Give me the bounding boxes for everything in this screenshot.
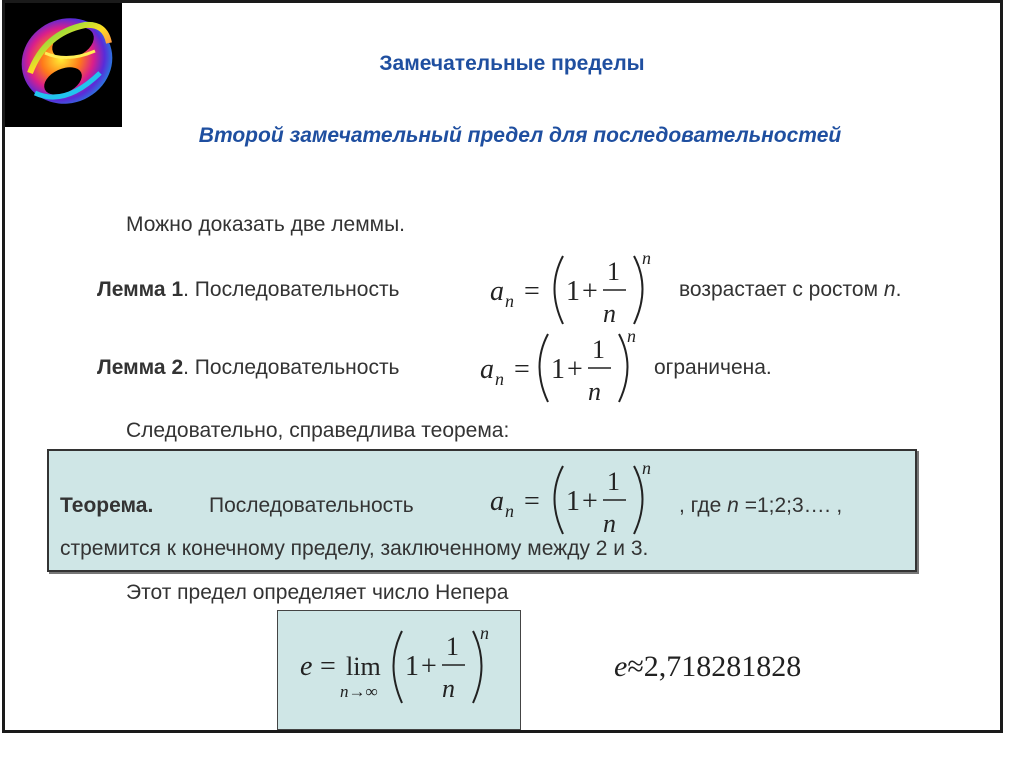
approx-value: 2,718281828	[643, 650, 802, 683]
lemma1-conclusion	[679, 278, 901, 302]
formula-left-paren	[555, 256, 564, 324]
formula-left-paren	[555, 466, 564, 534]
formula-denominator: n	[603, 299, 616, 328]
limit-denominator: n	[442, 674, 455, 703]
theorem-label: Теорема.	[60, 494, 154, 517]
formula-sub-n: n	[505, 501, 514, 521]
formula-sub-n: n	[495, 369, 504, 389]
limit-subscript: n→∞	[340, 682, 378, 701]
formula-one: 1	[551, 354, 565, 385]
formula-left-paren	[540, 334, 549, 402]
lemma1-conclusion-text: возрастает с ростом	[679, 278, 879, 301]
limit-one: 1	[405, 651, 419, 682]
lemma1-text: . Последовательность	[183, 278, 400, 301]
slide-subtitle: Второй замечательный предел для последовательностей	[198, 124, 842, 147]
formula-numerator: 1	[592, 335, 605, 364]
formula-a: a	[490, 276, 504, 307]
theorem-where-var: n	[727, 494, 739, 517]
formula-exponent: n	[627, 326, 636, 346]
theorem-text: Последовательность	[209, 494, 414, 517]
e-approximation	[614, 650, 801, 684]
theorem-where	[679, 494, 842, 518]
lemma2-label: Лемма 2	[97, 356, 184, 379]
limit-equals: =	[320, 651, 336, 682]
formula-equals: =	[524, 486, 540, 517]
formula-plus: +	[582, 486, 598, 517]
limit-lim: lim	[346, 652, 381, 681]
lemma2-statement	[97, 356, 400, 380]
formula-one: 1	[566, 486, 580, 517]
lemma1-period: .	[895, 278, 902, 301]
limit-left-paren	[394, 631, 403, 703]
theorem-where-text: , где	[679, 494, 722, 517]
approx-e: e	[614, 650, 628, 683]
formula-a: a	[480, 354, 494, 385]
formula-a: a	[490, 486, 504, 517]
lemma1-var: n	[883, 278, 896, 301]
lemma1-formula	[490, 248, 665, 330]
lemma2-text: . Последовательность	[183, 356, 400, 379]
formula-equals: =	[524, 276, 540, 307]
slide-title: Замечательные пределы	[379, 52, 645, 75]
limit-exponent: n	[480, 623, 489, 643]
limit-plus: +	[421, 651, 437, 682]
formula-plus: +	[582, 276, 598, 307]
limit-e: e	[300, 651, 313, 682]
formula-numerator: 1	[607, 467, 620, 496]
formula-numerator: 1	[607, 257, 620, 286]
approx-sign: ≈	[627, 650, 644, 683]
theorem-where-values: =1;2;3…. ,	[744, 494, 843, 517]
formula-denominator: n	[603, 509, 616, 538]
lemma1-statement	[97, 278, 400, 302]
lemma1-label: Лемма 1	[97, 278, 184, 301]
formula-exponent: n	[642, 248, 651, 268]
formula-sub-n: n	[505, 291, 514, 311]
lemma2-conclusion: ограничена.	[654, 356, 772, 379]
intro-text: Можно доказать две леммы.	[126, 213, 406, 236]
limit-formula	[300, 623, 510, 723]
theorem-line2: стремится к конечному пределу, заключенному между 2 и 3.	[60, 537, 649, 560]
formula-exponent: n	[642, 458, 651, 478]
lemma2-formula	[480, 326, 655, 408]
formula-denominator: n	[588, 377, 601, 406]
limit-numerator: 1	[446, 632, 459, 661]
theorem-formula	[490, 458, 665, 540]
formula-one: 1	[566, 276, 580, 307]
formula-equals: =	[514, 354, 530, 385]
napier-text: Этот предел определяет число Непера	[126, 581, 509, 604]
formula-plus: +	[567, 354, 583, 385]
consequence-text: Следовательно, справедлива теорема:	[126, 419, 510, 442]
